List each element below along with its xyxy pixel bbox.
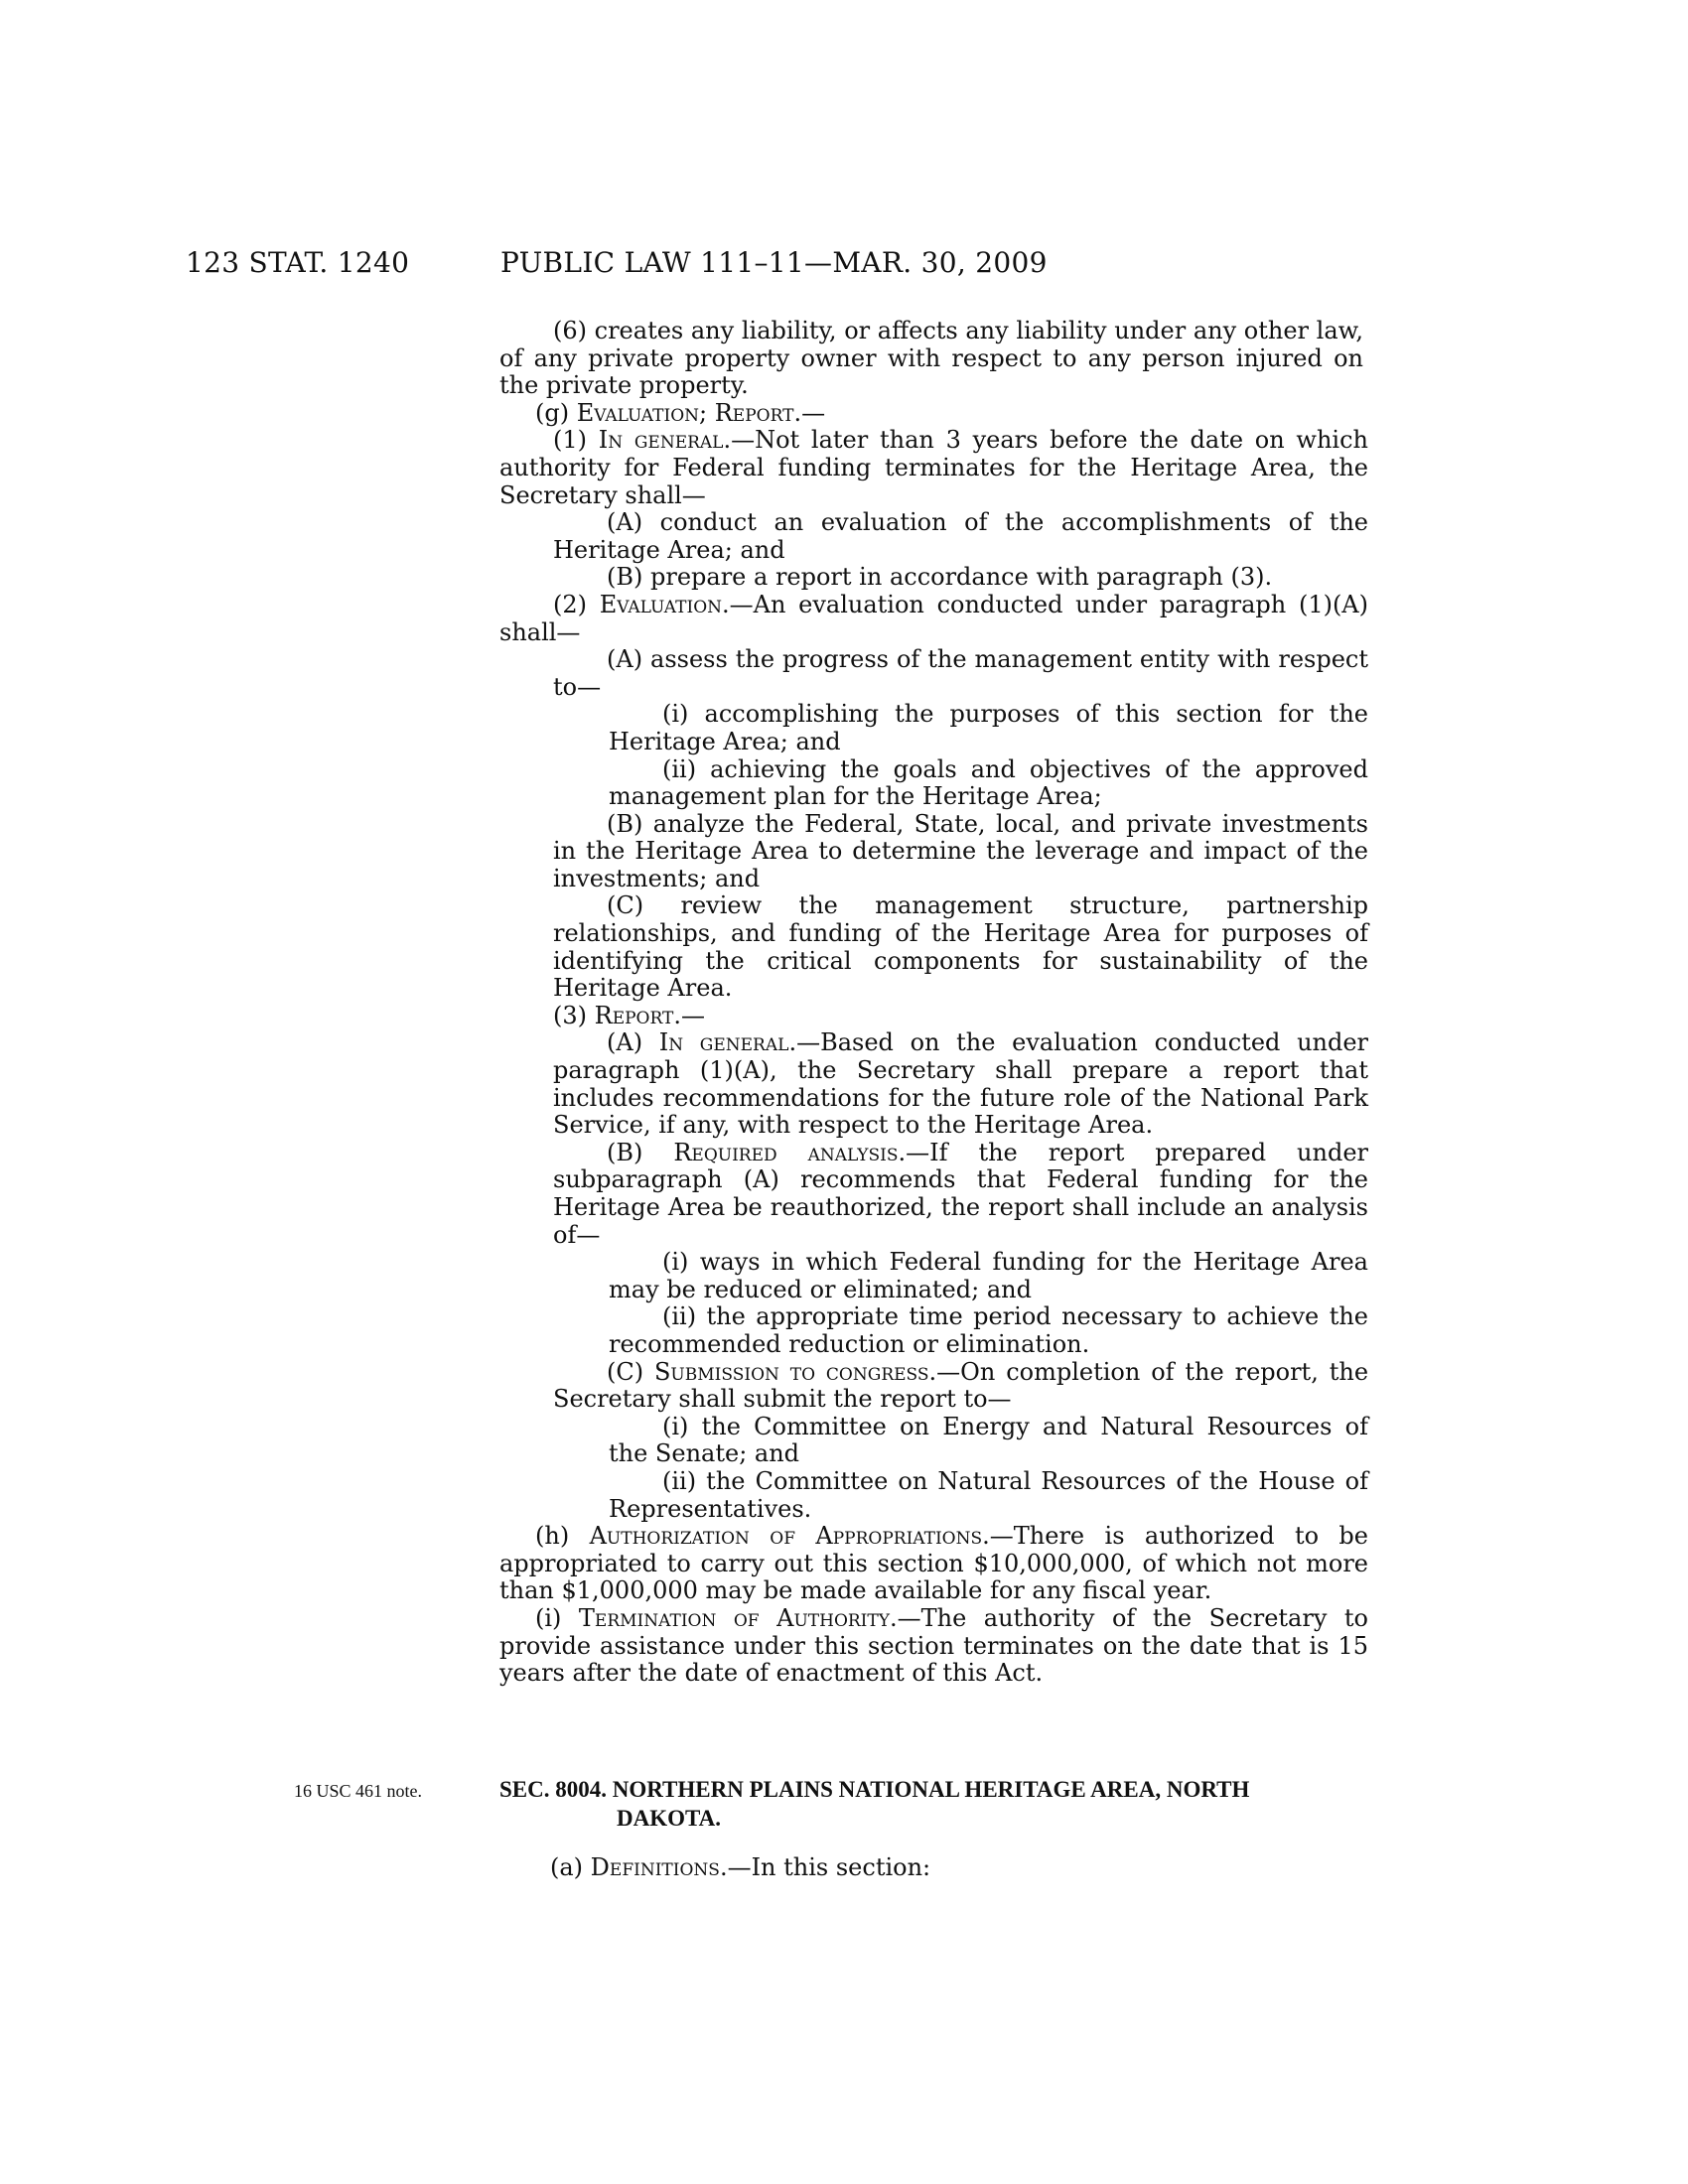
paragraph-6: (6) creates any liability, or affects any liability under any other law, of any private property owner with respect to any person injured on the private property. — [499, 317, 1363, 400]
paragraph-g2C: (C) review the management structure, partnership relationships, and funding of the Heritage Area for purposes of identifying the critical components for sustainability of the Heritage Area. — [553, 891, 1368, 1003]
paragraph-g3Bii: (ii) the appropriate time period necessary to achieve the recommended reduction or elimination. — [609, 1302, 1368, 1358]
paragraph-g1A: (A) conduct an evaluation of the accomplishments of the Heritage Area; and — [553, 508, 1368, 564]
paragraph-g3Ci: (i) the Committee on Energy and Natural Resources of the Senate; and — [609, 1412, 1368, 1468]
subsection-h: (h) Authorization of Appropriations.—There is authorized to be appropriated to carry out this section $10,000,000, of which not more than $1,000,000 may be made available for any fiscal year. — [499, 1522, 1368, 1605]
subsection-g-heading: (g) Evaluation; Report.— — [535, 398, 826, 427]
section-heading-line-2: DAKOTA. — [617, 1806, 721, 1831]
paragraph-g3Cii: (ii) the Committee on Natural Resources of the House of Representatives. — [609, 1466, 1368, 1523]
paragraph-g2Aii: (ii) achieving the goals and objectives of the approved management plan for the Heritage Area; — [609, 754, 1368, 811]
running-title: PUBLIC LAW 111–11—MAR. 30, 2009 — [500, 246, 1048, 279]
definitions-subsection: (a) Definitions.—In this section: — [550, 1853, 931, 1881]
paragraph-g2A: (A) assess the progress of the management entity with respect to— — [553, 645, 1368, 701]
paragraph-g1: (1) In general.—Not later than 3 years before the date on which authority for Federal funding terminates for the Heritage Area, the Secretary shall— — [499, 426, 1369, 509]
paragraph-g1B: (B) prepare a report in accordance with paragraph (3). — [607, 563, 1273, 592]
paragraph-g2B: (B) analyze the Federal, State, local, and private investments in the Heritage Area to determine the leverage and impact of the investments; and — [553, 809, 1368, 892]
page-header — [0, 246, 1688, 286]
statute-page-number: 123 STAT. 1240 — [186, 246, 410, 279]
paragraph-g2Ai: (i) accomplishing the purposes of this section for the Heritage Area; and — [609, 700, 1368, 755]
paragraph-g2: (2) Evaluation.—An evaluation conducted under paragraph (1)(A) shall— — [499, 590, 1369, 646]
section-heading-line-1: SEC. 8004. NORTHERN PLAINS NATIONAL HERITAGE AREA, NORTH — [499, 1777, 1250, 1802]
paragraph-g3-heading: (3) Report.— — [553, 1001, 705, 1029]
section-heading — [499, 1775, 1365, 1833]
usc-margin-note: 16 USC 461 note. — [294, 1781, 423, 1801]
paragraph-g3B: (B) Required analysis.—If the report prepared under subparagraph (A) recommends that Federal funding for the Heritage Area be reauthorized, the report shall include an analysis of— — [553, 1138, 1368, 1249]
paragraph-g3Bi: (i) ways in which Federal funding for the Heritage Area may be reduced or eliminated; and — [609, 1248, 1368, 1303]
subsection-i: (i) Termination of Authority.—The authority of the Secretary to provide assistance under this section terminates on the date that is 15 years after the date of enactment of this Act. — [499, 1603, 1368, 1688]
body-text — [499, 318, 1368, 1688]
paragraph-g3C: (C) Submission to congress.—On completion of the report, the Secretary shall submit the report to— — [553, 1357, 1369, 1414]
paragraph-g3A: (A) In general.—Based on the evaluation conducted under paragraph (1)(A), the Secretary shall prepare a report that includes recommendations for the future role of the National Park Service, if any, with respect to the Heritage Area. — [553, 1028, 1369, 1140]
